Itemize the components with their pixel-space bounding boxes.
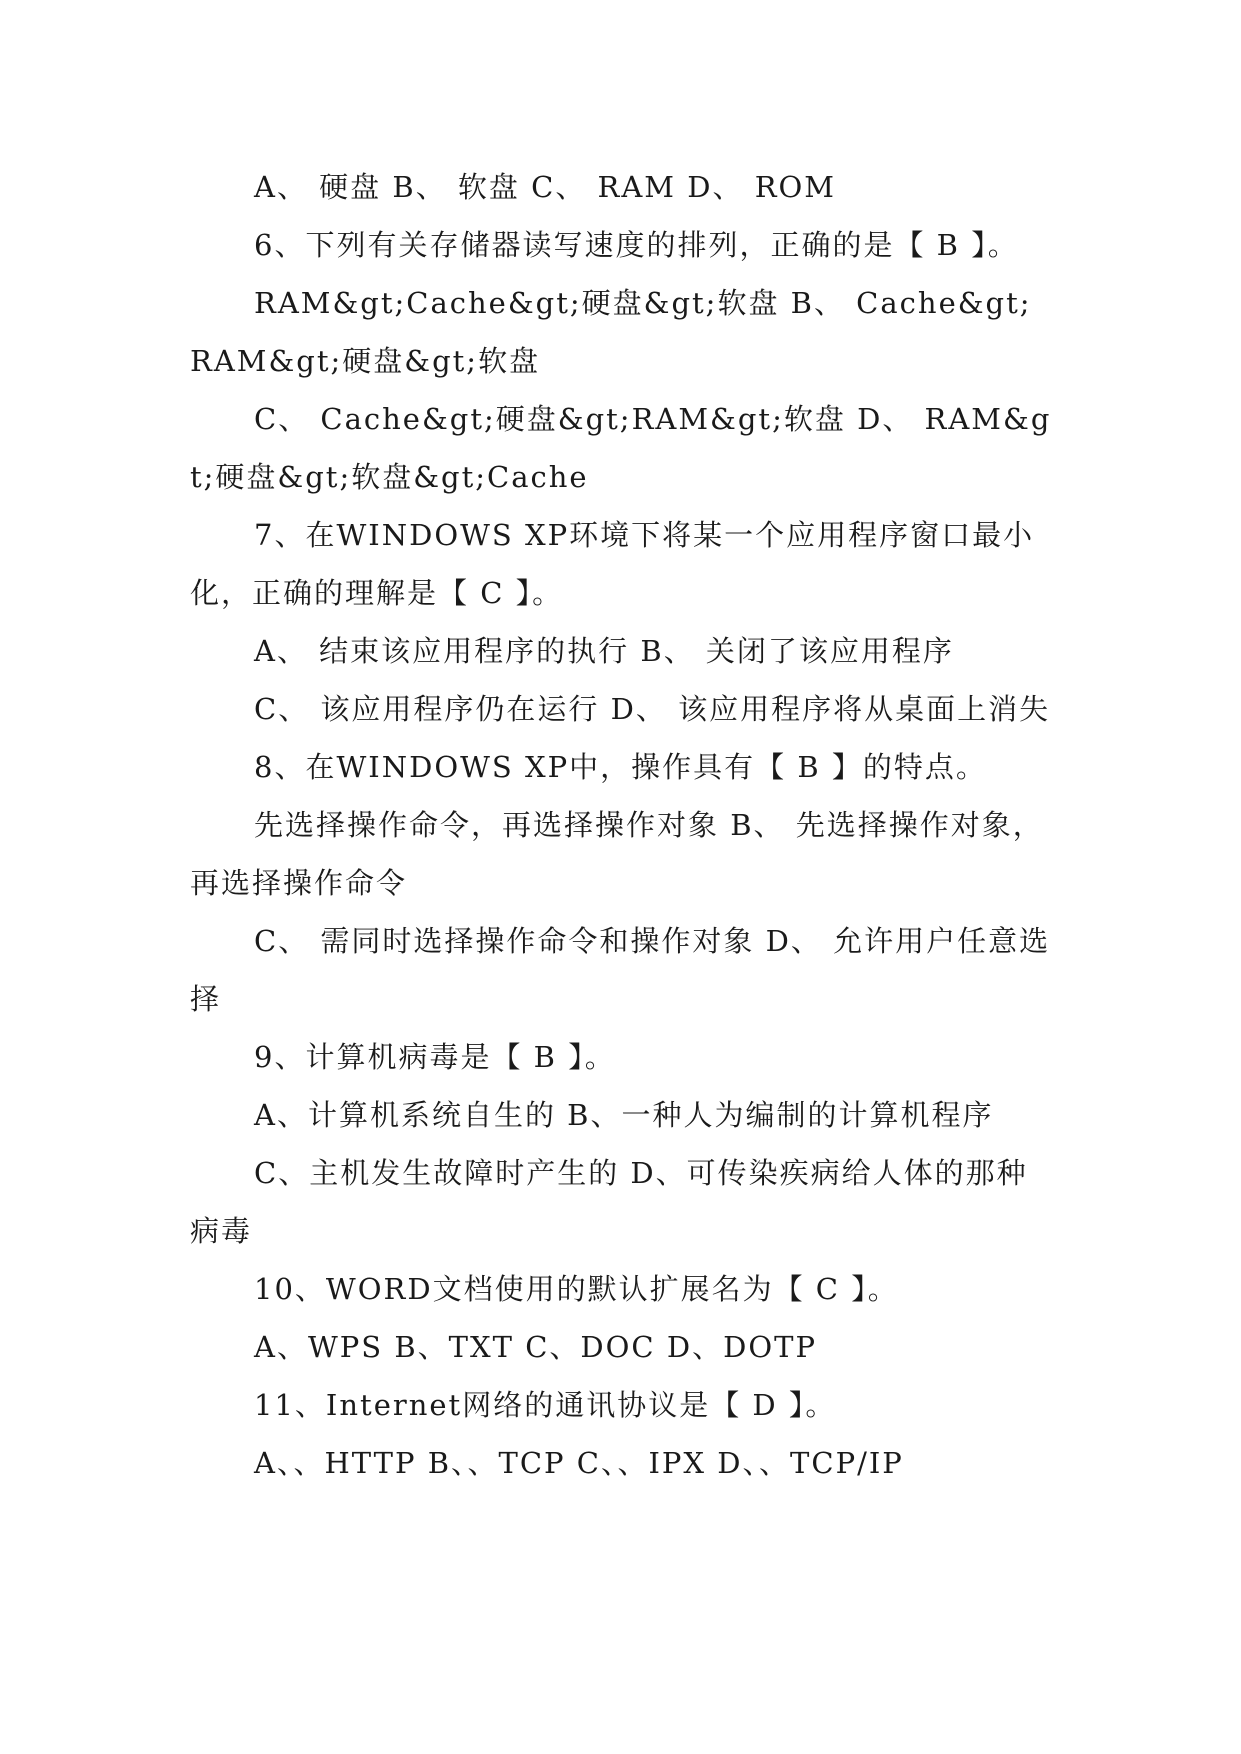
paragraph: RAM&gt;Cache&gt;硬盘&gt;软盘 B、 Cache&gt;RAM&gt;硬盘&gt;软盘	[190, 286, 1032, 378]
paragraph: A、、HTTP B、、TCP C、、IPX D、、TCP/IP	[254, 1446, 904, 1480]
paragraph: 8、在WINDOWS XP中，操作具有【 B 】的特点。	[254, 750, 987, 784]
paragraph: C、 该应用程序仍在运行 D、 该应用程序将从桌面上消失	[254, 692, 1051, 726]
paragraph: 6、下列有关存储器读写速度的排列，正确的是【 B 】。	[254, 228, 1019, 262]
paragraph: 10、WORD文档使用的默认扩展名为【 C 】。	[254, 1272, 899, 1306]
paragraph: 11、Internet网络的通讯协议是【 D 】。	[254, 1388, 837, 1422]
paragraph: 7、在WINDOWS XP环境下将某一个应用程序窗口最小化，正确的理解是【 C 】。	[190, 518, 1035, 610]
paragraph: C、 需同时选择操作命令和操作对象 D、 允许用户任意选择	[190, 924, 1051, 1016]
paragraph: 9、计算机病毒是【 B 】。	[254, 1040, 616, 1074]
paragraph: A、计算机系统自生的 B、一种人为编制的计算机程序	[254, 1098, 994, 1132]
paragraph: 先选择操作命令，再选择操作对象 B、 先选择操作对象，再选择操作命令	[190, 808, 1044, 900]
paragraph: C、 Cache&gt;硬盘&gt;RAM&gt;软盘 D、 RAM&gt;硬盘&gt;软盘&gt;Cache	[190, 402, 1052, 494]
paragraph: C、主机发生故障时产生的 D、可传染疾病给人体的那种病毒	[190, 1156, 1028, 1248]
paragraph: A、 结束该应用程序的执行 B、 关闭了该应用程序	[254, 634, 954, 668]
paragraph: A、WPS B、TXT C、DOC D、DOTP	[254, 1330, 817, 1364]
paragraph: A、 硬盘 B、 软盘 C、 RAM D、 ROM	[254, 170, 836, 204]
document-body	[190, 158, 1055, 1492]
